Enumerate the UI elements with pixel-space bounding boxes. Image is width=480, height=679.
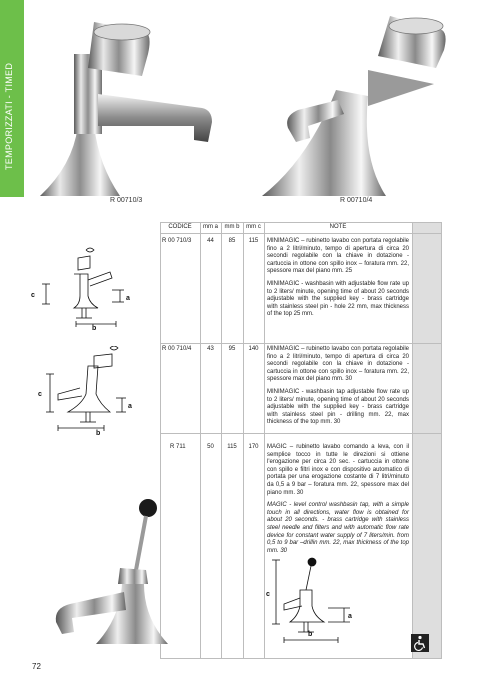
header-mm-a: mm a xyxy=(203,224,218,230)
header-mm-b: mm b xyxy=(224,224,240,230)
note-english: MINIMAGIC - washbasin tap adjustable flow rate up to 2 liters/ minute, opening time of about 20 seconds adjustable with the supplied key - brass cartridge with stainless steel pin - drilling mm. 22, max thickness of the top mm. 30 xyxy=(267,388,409,426)
dimension-diagram-2 xyxy=(38,346,148,436)
dimension-diagram-3 xyxy=(262,556,372,646)
dimension-a-label: a xyxy=(126,295,130,302)
row-mm-a: 43 xyxy=(207,346,214,352)
note-english: MINIMAGIC - washbasin with adjustable flow rate up to 2 liters/ minute, opening time of about 20 seconds adjustable with the supplied key - brass cartridge with stainless steel pin - hole 22 mm, max thickness of the top 25 mm. xyxy=(267,280,409,318)
row-mm-c: 140 xyxy=(248,346,259,352)
dimension-b-label: b xyxy=(96,430,101,436)
note-italian: MAGIC – rubinetto lavabo comando a leva, con il semplice tocco in tutte le direzioni si ottiene l'erogazione per circa 20 sec. - cartuccia in ottone con spillo e filtri inox e con dispositivo automatico di portata per una erogazione costante di 7 litri/minuto da 0,5 a 9 bar – foratura mm. 22, spessore max del piano mm. 30 xyxy=(267,444,409,496)
row-mm-a: 44 xyxy=(207,238,214,244)
faucet-photo-2 xyxy=(258,10,454,200)
dimension-c-label: c xyxy=(31,292,35,299)
section-side-tab xyxy=(0,0,24,197)
row-note xyxy=(267,238,409,324)
header-mm-c: mm c xyxy=(246,224,261,230)
dimension-b-label: b xyxy=(308,631,313,638)
note-italian: MINIMAGIC – rubinetto lavabo con portata regolabile fino a 2 litri/minuto, tempo di apertura di circa 20 secondi regolabile con la chiave in dotazione - cartuccia in ottone con spillo inox – foratura mm. 22, spessore max del piano mm. 30 xyxy=(267,346,409,383)
row-code: R 711 xyxy=(170,444,186,450)
wheelchair-icon xyxy=(411,634,429,652)
row-mm-c: 170 xyxy=(248,444,259,450)
row-code: R 00 710/4 xyxy=(162,346,192,352)
section-label: TEMPORIZZATI - TIMED xyxy=(4,62,14,170)
row-mm-b: 85 xyxy=(228,238,236,244)
row-code: R 00 710/3 xyxy=(162,238,192,244)
row-mm-c: 115 xyxy=(248,238,259,244)
dimension-diagram-1 xyxy=(28,244,142,330)
note-english: MAGIC - level control washbasin tap, with a simple touch in all directions, water flow is obtained for about 20 seconds. - brass cartridge with stainless steel needle and filters and with automatic flow rate device for constant water supply of 7 liters/min. from 0,5 to 9 bar –drillin mm. 22, max thickness of the top mm. 30 xyxy=(267,502,409,554)
row-note xyxy=(267,444,409,560)
header-code: CODICE xyxy=(168,224,192,230)
row-note xyxy=(267,346,409,432)
dimension-c-label: c xyxy=(38,391,42,398)
page-number: 72 xyxy=(32,662,41,671)
dimension-b-label: b xyxy=(92,325,97,330)
faucet-photo-1 xyxy=(34,14,224,200)
row-mm-a: 50 xyxy=(207,444,214,450)
row-mm-b: 95 xyxy=(228,346,236,352)
photo-2-caption: R 00710/4 xyxy=(340,197,373,204)
photo-1-caption: R 00710/3 xyxy=(110,197,143,204)
row-mm-b: 115 xyxy=(227,444,237,450)
header-note: NOTE xyxy=(329,224,347,230)
table-gray-column xyxy=(412,222,442,659)
dimension-a-label: a xyxy=(128,403,132,410)
table-header xyxy=(160,222,442,233)
faucet-photo-3 xyxy=(40,498,200,648)
dimension-c-label: c xyxy=(266,591,270,598)
dimension-a-label: a xyxy=(348,613,352,620)
note-italian: MINIMAGIC – rubinetto lavabo con portata regolabile fino a 2 litri/minuto, tempo di apertura di circa 20 secondi regolabile con la chiave in dotazione - cartuccia in ottone con spillo inox – foratura mm. 22, spessore max del piano mm. 25 xyxy=(267,238,409,275)
